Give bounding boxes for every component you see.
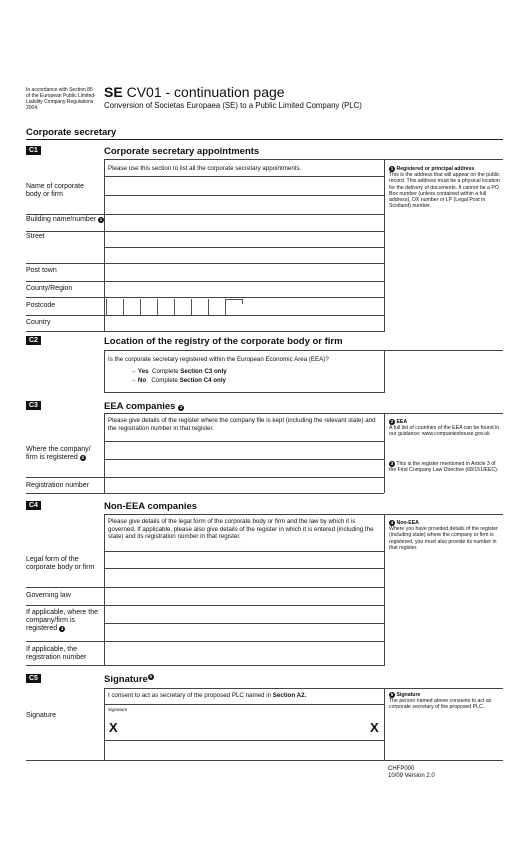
- corporate-name-input-1[interactable]: [105, 177, 383, 194]
- c3-rule: [104, 413, 503, 414]
- row-line: [26, 760, 503, 761]
- label-legal-form: Legal form of the corporate body or firm: [26, 556, 95, 571]
- row-line: [26, 493, 384, 494]
- country-input[interactable]: [105, 316, 383, 330]
- c5-right-border: [384, 688, 385, 760]
- label-c3-where: Where the company/ firm is registered 3: [26, 446, 91, 461]
- c5-rule: [104, 688, 503, 689]
- building-input[interactable]: [105, 215, 383, 230]
- signature-small-label: Signature: [108, 707, 128, 712]
- c2-question: Is the corporate secretary registered within the European Economic Area (EEA)?: [108, 356, 329, 363]
- form-title-line: [104, 84, 285, 100]
- post-town-input[interactable]: [105, 264, 383, 280]
- label-postcode: Postcode: [26, 302, 56, 309]
- c2-right-border: [384, 350, 385, 393]
- signature-x-right: X: [370, 720, 379, 735]
- note-non-eea: 4 Non-EEA Where you have provided details of the register (including state) where the company or firm is registered, you must also provide its number in that register.: [389, 520, 498, 551]
- footnote-marker: 4: [390, 520, 394, 525]
- c1-rule: [104, 159, 503, 160]
- section-title-c3: EEA companies 2: [104, 401, 183, 412]
- corporate-name-input-2[interactable]: [105, 196, 383, 213]
- section-badge-c4: C4: [26, 501, 41, 510]
- row-line: [26, 665, 384, 666]
- c1-right-border: [384, 159, 385, 332]
- row-line: [26, 331, 384, 332]
- heading-rule: [26, 139, 503, 140]
- footnote-marker: 3: [390, 461, 394, 466]
- note-registered-address: 1 Registered or principal address This is the address that will appear on the public record. This address must be a physical location for the delivery of documents. It cannot be a PO Box number (unless contained within a full address), DX number or LP (Legal Post in Scotland) number.: [389, 166, 500, 210]
- label-signature: Signature: [26, 712, 56, 719]
- note-register: 3 This is the register mentioned in Article 3 of the First Company Law Directive (68/151/EEC).: [389, 461, 499, 474]
- signature-x-left: X: [109, 720, 118, 735]
- c3-regnum-input[interactable]: [105, 478, 383, 492]
- footnote-marker: 5: [390, 692, 394, 697]
- c3-right-border: [384, 413, 385, 493]
- option-no[interactable]: → No Complete Section C4 only: [130, 377, 226, 384]
- label-c3-regnum: Registration number: [26, 482, 90, 489]
- section-title-c2: Location of the registry of the corporate body or firm: [104, 336, 343, 347]
- c4-where-input-1[interactable]: [105, 606, 383, 622]
- c4-where-input-2[interactable]: [105, 624, 383, 640]
- section-badge-c5: C5: [26, 674, 41, 683]
- footnote-marker: 5: [149, 674, 153, 679]
- footnote-marker: 3: [81, 455, 84, 460]
- section-badge-c2: C2: [26, 336, 41, 345]
- footnote-marker: 2: [179, 405, 183, 410]
- footer-version: 10/09 Version 2.0: [388, 773, 435, 779]
- legal-form-input-1[interactable]: [105, 552, 383, 567]
- c3-instruction: Please give details of the register where the company file is kept (including the relevant state) and the registration number in that register.: [108, 417, 376, 432]
- row-line: [26, 297, 384, 298]
- section-badge-c1: C1: [26, 146, 41, 155]
- form-code: SE: [104, 84, 123, 100]
- option-yes[interactable]: → Yes Complete Section C3 only: [130, 368, 227, 375]
- form-title: CV01 - continuation page: [126, 84, 285, 100]
- c4-right-border: [384, 514, 385, 666]
- row-line: [104, 740, 384, 741]
- form-subtitle: Conversion of Societas Europaea (SE) to a Public Limited Company (PLC): [104, 101, 362, 110]
- c3-where-input-1[interactable]: [105, 442, 383, 458]
- footnote-marker: 1: [99, 217, 103, 222]
- legal-form-input-2[interactable]: [105, 569, 383, 586]
- label-building: Building name/number 1: [26, 216, 103, 223]
- note-signature: 5 Signature The person named above consents to act as corporate secretary of the proposed PLC.: [389, 692, 492, 711]
- label-country: Country: [26, 319, 51, 326]
- section-title-c4: Non-EEA companies: [104, 501, 198, 512]
- c4-regnum-input[interactable]: [105, 642, 383, 664]
- page-heading: Corporate secretary: [26, 127, 117, 138]
- section-title-c1: Corporate secretary appointments: [104, 146, 260, 157]
- street-input-1[interactable]: [105, 232, 383, 246]
- row-line: [104, 392, 384, 393]
- footnote-marker: 2: [390, 419, 394, 424]
- section-badge-c3: C3: [26, 401, 41, 410]
- c2-left-border: [104, 350, 105, 393]
- label-county: County/Region: [26, 285, 73, 292]
- c2-rule: [104, 350, 503, 351]
- label-corporate-name: Name of corporate body or firm: [26, 183, 84, 198]
- note-eea: 2 EEA A full list of countries of the EEA can be found in our guidance: www.companieshouse.gov.uk: [389, 419, 500, 438]
- section-title-c5: Signature 5: [104, 674, 153, 685]
- county-input[interactable]: [105, 282, 383, 296]
- c5-consent: I consent to act as secretary of the proposed PLC named in Section A2.: [108, 692, 307, 699]
- footnote-marker: 4: [60, 626, 64, 631]
- label-c4-where: If applicable, where the company/firm is registered 4: [26, 609, 98, 632]
- c3-where-input-2[interactable]: [105, 460, 383, 476]
- c1-instruction: Please use this section to list all the corporate secretary appointments.: [108, 165, 302, 172]
- footer-code: CHFP000: [388, 766, 415, 772]
- label-governing-law: Governing law: [26, 592, 71, 599]
- postcode-input[interactable]: [106, 299, 246, 315]
- governing-law-input[interactable]: [105, 588, 383, 604]
- label-post-town: Post town: [26, 267, 57, 274]
- label-c4-regnum: If applicable, the registration number: [26, 646, 87, 661]
- c4-instruction: Please give details of the legal form of the corporate body or firm and the law by which it is governed. If applicable, please also give details of the register in which it is entered (including the state) and its registration number in that register.: [108, 518, 374, 541]
- footnote-marker: 1: [390, 166, 394, 171]
- street-input-2[interactable]: [105, 248, 383, 262]
- regulation-note: In accordance with Section 85 of the European Public Limited-Liability Company Regulations 2004.: [26, 87, 96, 111]
- signature-field[interactable]: [105, 705, 383, 740]
- label-street: Street: [26, 233, 45, 240]
- c4-rule: [104, 514, 503, 515]
